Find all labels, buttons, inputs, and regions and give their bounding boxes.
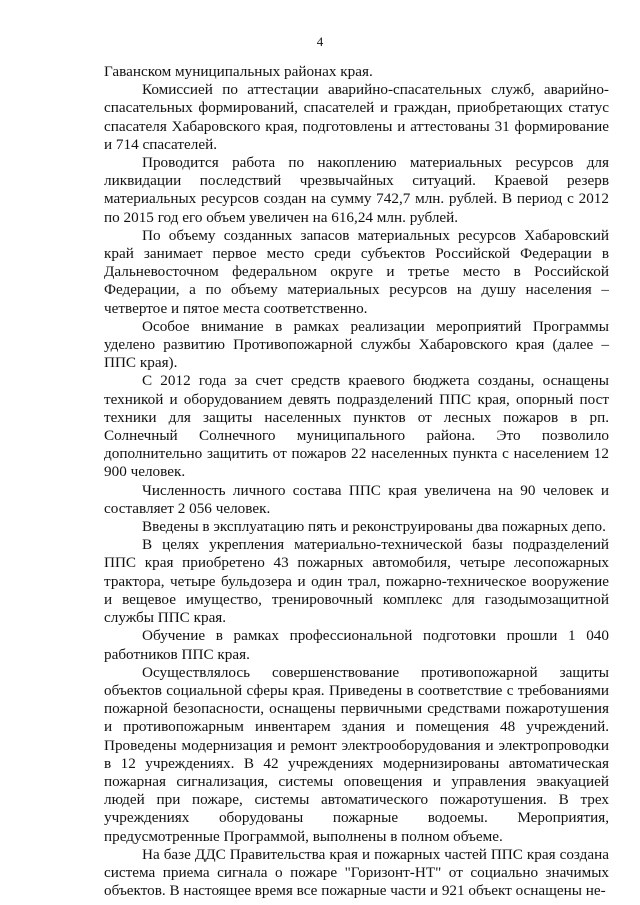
paragraph-equipment: В целях укрепления материально-технической базы подразделений ППС края приобретено 43 пожарных автомобиля, четыре лесопожарных трактора, четыре бульдозера и один трал, пожарно-техническое вооружение и вещевое имущество, тренировочный комплекс для газодымозащитной службы ППС края. xyxy=(104,536,609,627)
document-body xyxy=(104,63,609,900)
paragraph-attestation: Комиссией по аттестации аварийно-спасательных служб, аварийно-спасательных формирований, спасателей и граждан, приобретающих статус спасателя Хабаровского края, подготовлены и аттестованы 31 формирование и 714 спасателей. xyxy=(104,81,609,153)
paragraph-signal-system: На базе ДДС Правительства края и пожарных частей ППС края создана система приема сигнала о пожаре "Горизонт-НТ" от социально значимых объектов. В настоящее время все пожарные части и 921 объект оснащены не- xyxy=(104,845,609,900)
paragraph-fire-service-focus: Особое внимание в рамках реализации мероприятий Программы уделено развитию Противопожарной службы Хабаровского края (далее – ППС края). xyxy=(104,317,609,372)
paragraph-continuation: Гаванском муниципальных районах края. xyxy=(104,63,373,80)
paragraph-material-resources: Проводится работа по накоплению материальных ресурсов для ликвидации последствий чрезвычайных ситуаций. Краевой резерв материальных ресурсов создан на сумму 742,7 млн. рублей. В период с 2012 по 2015 год его объем увеличен на 616,24 млн. рублей. xyxy=(104,154,609,226)
paragraph-staff: Численность личного состава ППС края увеличена на 90 человек и составляет 2 056 человек. xyxy=(104,481,609,517)
paragraph-depots: Введены в эксплуатацию пять и реконструированы два пожарных депо. xyxy=(142,518,606,536)
paragraph-new-units: С 2012 года за счет средств краевого бюджета созданы, оснащены техникой и оборудованием девять подразделений ППС края, опорный пост техники для защиты населенных пунктов от лесных пожаров в рп. Солнечный Солнечного муниципального района. Это позволило дополнительно защитить от пожаров 22 населенных пункта с населением 12 900 человек. xyxy=(104,372,609,481)
page-number: 4 xyxy=(316,34,324,49)
paragraph-ranking: По объему созданных запасов материальных ресурсов Хабаровский край занимает первое место среди субъектов Российской Федерации в Дальневосточном федеральном округе и третье место в Российской Федерации, а по объему материальных ресурсов на душу населения – четвертое и пятое места соответственно. xyxy=(104,226,609,317)
paragraph-social-facilities: Осуществлялось совершенствование противопожарной защиты объектов социальной сферы края. Приведены в соответствие с требованиями пожарной безопасности, оснащены первичными средствами пожаротушения и противопожарным инвентарем здания и помещения 48 учреждений. Проведены модернизация и ремонт электрооборудования и электропроводки в 12 учреждениях. В 42 учреждениях модернизированы автоматическая пожарная сигнализация, системы оповещения и управления эвакуацией людей при пожаре, системы автоматического пожаротушения. В трех учреждениях оборудованы пожарные водоемы. Мероприятия, предусмотренные Программой, выполнены в полном объеме. xyxy=(104,663,609,845)
paragraph-training: Обучение в рамках профессиональной подготовки прошли 1 040 работников ППС края. xyxy=(104,627,609,663)
